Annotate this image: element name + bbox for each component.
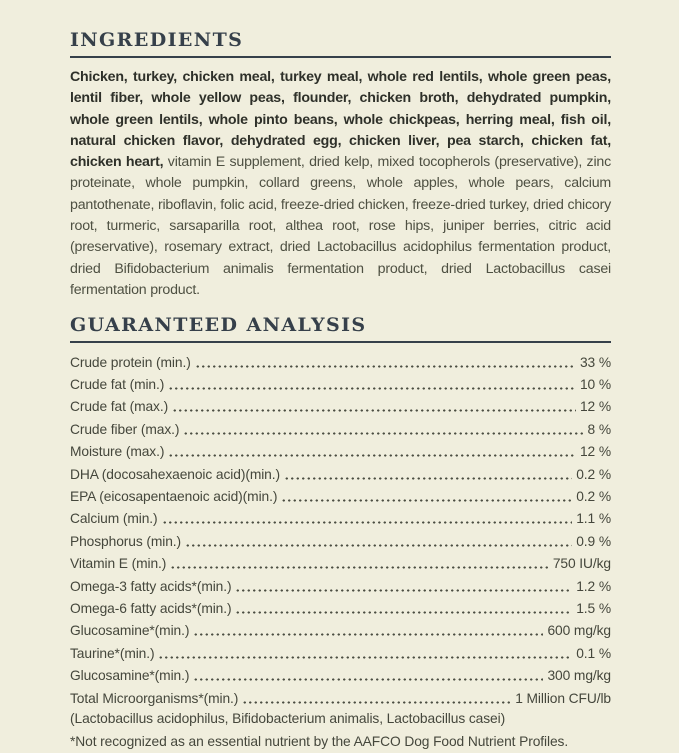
dot-leader (281, 499, 572, 502)
analysis-nutrient-label: EPA (eicosapentaenoic acid)(min.) (70, 489, 278, 504)
analysis-row (70, 639, 611, 661)
analysis-nutrient-label: Phosphorus (min.) (70, 533, 182, 549)
ingredients-title: INGREDIENTS (70, 29, 244, 51)
ingredients-secondary-list: vitamin E supplement, dried kelp, mixed tocopherols (preservative), zinc proteinate, whole pumpkin, collard greens, whole apples, whole pears, calcium pantothenate, riboflavin, folic acid, freeze-dried chicken, freeze-dried turkey, dried chicory root, turmeric, sarsaparilla root, althea root, rose hips, juniper berries, citric acid (preservative), rosemary extract, dried Lactobacillus acidophilus fermentation product, dried Bifidobacterium animalis fermentation product, dried Lactobacillus casei fermentation product. (70, 154, 611, 298)
analysis-row (70, 662, 611, 684)
analysis-nutrient-label: Calcium (min.) (70, 511, 158, 527)
analysis-value: 10 % (579, 377, 611, 393)
dot-leader (185, 544, 572, 547)
analysis-row (70, 393, 611, 415)
analysis-row (70, 483, 611, 505)
dot-leader (158, 656, 572, 659)
guaranteed-analysis-title: GUARANTEED ANALYSIS (70, 314, 367, 337)
dot-leader (168, 387, 576, 390)
analysis-value: 300 mg/kg (547, 668, 611, 684)
analysis-nutrient-label: Crude fiber (max.) (70, 421, 180, 437)
dot-leader (162, 521, 573, 524)
analysis-row (70, 572, 611, 594)
analysis-value: 8 % (587, 421, 611, 437)
ingredients-paragraph (70, 67, 611, 301)
analysis-row (70, 595, 611, 617)
analysis-value: 0.2 % (576, 466, 611, 482)
analysis-value: 1.5 % (576, 600, 611, 616)
analysis-row (70, 371, 611, 393)
analysis-value: 1.1 % (576, 511, 611, 527)
analysis-nutrient-label: Crude protein (min.) (70, 354, 191, 370)
analysis-row (70, 460, 611, 482)
analysis-nutrient-label: Moisture (max.) (70, 444, 165, 460)
analysis-row (70, 438, 611, 460)
analysis-value: 0.1 % (576, 645, 611, 661)
ingredients-primary-list: Chicken, turkey, chicken meal, turkey meal, whole red lentils, whole green peas, lentil fiber, whole yellow peas, flounder, chicken broth, dehydrated pumpkin, whole green lentils, whole pinto beans, whole chickpeas, herring meal, fish oil, natural chicken flavor, dehydrated egg, chicken liver, pea starch, chicken fat, chicken heart, (70, 69, 611, 171)
analysis-value: 0.9 % (576, 533, 611, 549)
analysis-nutrient-label: Taurine*(min.) (70, 645, 155, 661)
analysis-nutrient-label: Omega-6 fatty acids*(min.) (70, 600, 232, 616)
dot-leader (183, 432, 583, 435)
label-content (70, 29, 611, 753)
dot-leader (235, 589, 572, 592)
dot-leader (168, 454, 576, 457)
dot-leader (193, 678, 543, 681)
dot-leader (284, 477, 572, 480)
microorganisms-note: (Lactobacillus acidophilus, Bifidobacterium animalis, Lactobacillus casei) (70, 710, 506, 726)
analysis-value: 12 % (579, 444, 611, 460)
analysis-nutrient-label: Vitamin E (min.) (70, 556, 167, 572)
analysis-nutrient-label: Crude fat (min.) (70, 377, 165, 393)
analysis-value: 1.2 % (576, 578, 611, 594)
analysis-nutrient-label: Omega-3 fatty acids*(min.) (70, 578, 232, 594)
analysis-value: 33 % (579, 354, 611, 370)
analysis-row (70, 617, 611, 639)
analysis-nutrient-label: Crude fat (max.) (70, 399, 169, 415)
analysis-row (70, 550, 611, 572)
ingredients-section-header (70, 29, 611, 58)
analysis-value: 750 IU/kg (552, 556, 611, 572)
analysis-value: 0.2 % (576, 489, 611, 504)
dot-leader (193, 633, 543, 636)
dot-leader (235, 611, 572, 614)
analysis-nutrient-label: Glucosamine*(min.) (70, 623, 190, 639)
analysis-nutrient-label: Total Microorganisms*(min.) (70, 690, 239, 706)
dot-leader (172, 409, 576, 412)
analysis-row (70, 415, 611, 437)
guaranteed-analysis-table (70, 348, 611, 706)
analysis-nutrient-label: Glucosamine*(min.) (70, 668, 190, 684)
ingredients-divider (70, 56, 611, 58)
analysis-value: 12 % (579, 399, 611, 415)
analysis-row (70, 348, 611, 370)
aafco-footnote: *Not recognized as an essential nutrient by the AAFCO Dog Food Nutrient Profiles. (70, 733, 569, 749)
guaranteed-analysis-divider (70, 341, 611, 343)
dot-leader (242, 701, 511, 704)
analysis-value: 600 mg/kg (547, 623, 611, 639)
dot-leader (195, 365, 576, 368)
dot-leader (170, 566, 549, 569)
analysis-nutrient-label: DHA (docosahexaenoic acid)(min.) (70, 466, 280, 482)
analysis-row (70, 684, 611, 706)
analysis-value: 1 Million CFU/lb (515, 690, 611, 706)
analysis-row (70, 527, 611, 549)
guaranteed-analysis-section-header (70, 314, 611, 343)
analysis-row (70, 505, 611, 527)
